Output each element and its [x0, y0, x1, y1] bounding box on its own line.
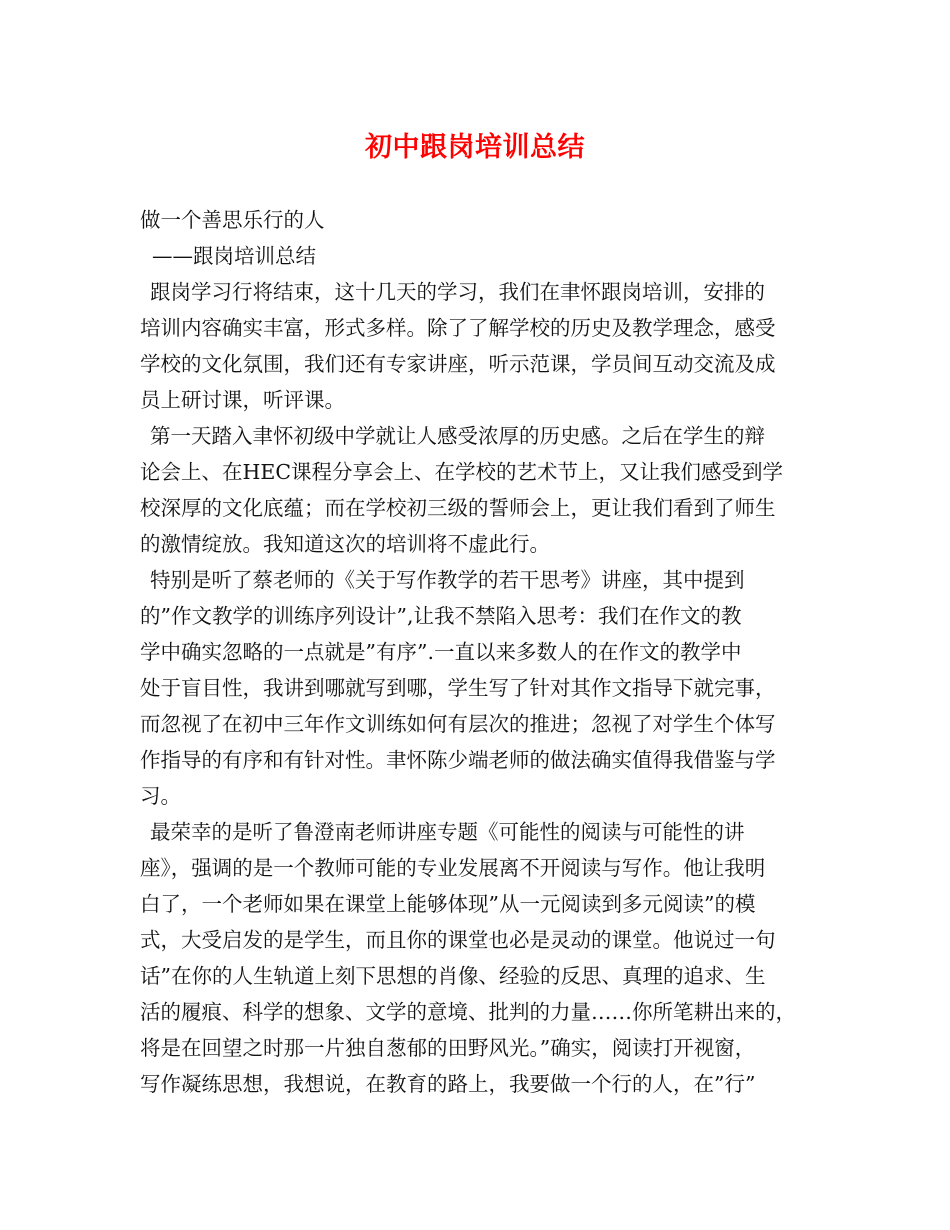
- text-line: ——跟岗培训总结: [152, 244, 316, 268]
- text-line: 的”作文教学的训练序列设计”,让我不禁陷入思考：我们在作文的教: [140, 604, 742, 628]
- text-line: 员上研讨课，听评课。: [140, 388, 345, 412]
- text-line: 写作凝练思想，我想说，在教育的路上，我要做一个行的人，在”行”: [140, 1072, 756, 1096]
- text-line: 跟岗学习行将结束，这十几天的学习，我们在聿怀跟岗培训，安排的: [150, 280, 765, 304]
- text-line: 特别是听了蔡老师的《关于写作教学的若干思考》讲座，其中提到: [150, 568, 745, 592]
- document-body: [140, 202, 830, 1102]
- text-line: 将是在回望之时那一片独自葱郁的田野风光。”确实，阅读打开视窗，: [140, 1036, 756, 1060]
- text-line: 习。: [140, 784, 181, 808]
- text-line: 论会上、在HEC课程分享会上、在学校的艺术节上，又让我们感受到学: [140, 460, 784, 484]
- text-line: 第一天踏入聿怀初级中学就让人感受浓厚的历史感。之后在学生的辩: [150, 424, 765, 448]
- text-line: 白了，一个老师如果在课堂上能够体现”从一元阅读到多元阅读”的模: [140, 892, 756, 916]
- text-line: 式，大受启发的是学生，而且你的课堂也必是灵动的课堂。他说过一句: [140, 928, 776, 952]
- document-title: 初中跟岗培训总结: [365, 132, 585, 163]
- text-line: 作指导的有序和有针对性。聿怀陈少端老师的做法确实值得我借鉴与学: [140, 748, 776, 772]
- text-line: 座》，强调的是一个教师可能的专业发展离不开阅读与写作。他让我明: [140, 856, 766, 880]
- text-line: 而忽视了在初中三年作文训练如何有层次的推进；忽视了对学生个体写: [140, 712, 776, 736]
- text-line: 的激情绽放。我知道这次的培训将不虚此行。: [140, 532, 550, 556]
- text-line: 学中确实忽略的一点就是”有序”.一直以来多数人的在作文的教学中: [140, 640, 742, 664]
- text-line: 培训内容确实丰富，形式多样。除了了解学校的历史及教学理念，感受: [140, 316, 776, 340]
- text-line: 做一个善思乐行的人: [140, 208, 325, 232]
- text-line: 处于盲目性，我讲到哪就写到哪，学生写了针对其作文指导下就完事，: [140, 676, 776, 700]
- text-line: 校深厚的文化底蕴；而在学校初三级的誓师会上，更让我们看到了师生: [140, 496, 776, 520]
- text-line: 话”在你的人生轨道上刻下思想的肖像、经验的反思、真理的追求、生: [140, 964, 766, 988]
- text-line: 活的履痕、科学的想象、文学的意境、批判的力量……你所笔耕出来的，: [140, 1000, 796, 1024]
- text-line: 最荣幸的是听了鲁澄南老师讲座专题《可能性的阅读与可能性的讲: [150, 820, 745, 844]
- text-line: 学校的文化氛围，我们还有专家讲座，听示范课，学员间互动交流及成: [140, 352, 776, 376]
